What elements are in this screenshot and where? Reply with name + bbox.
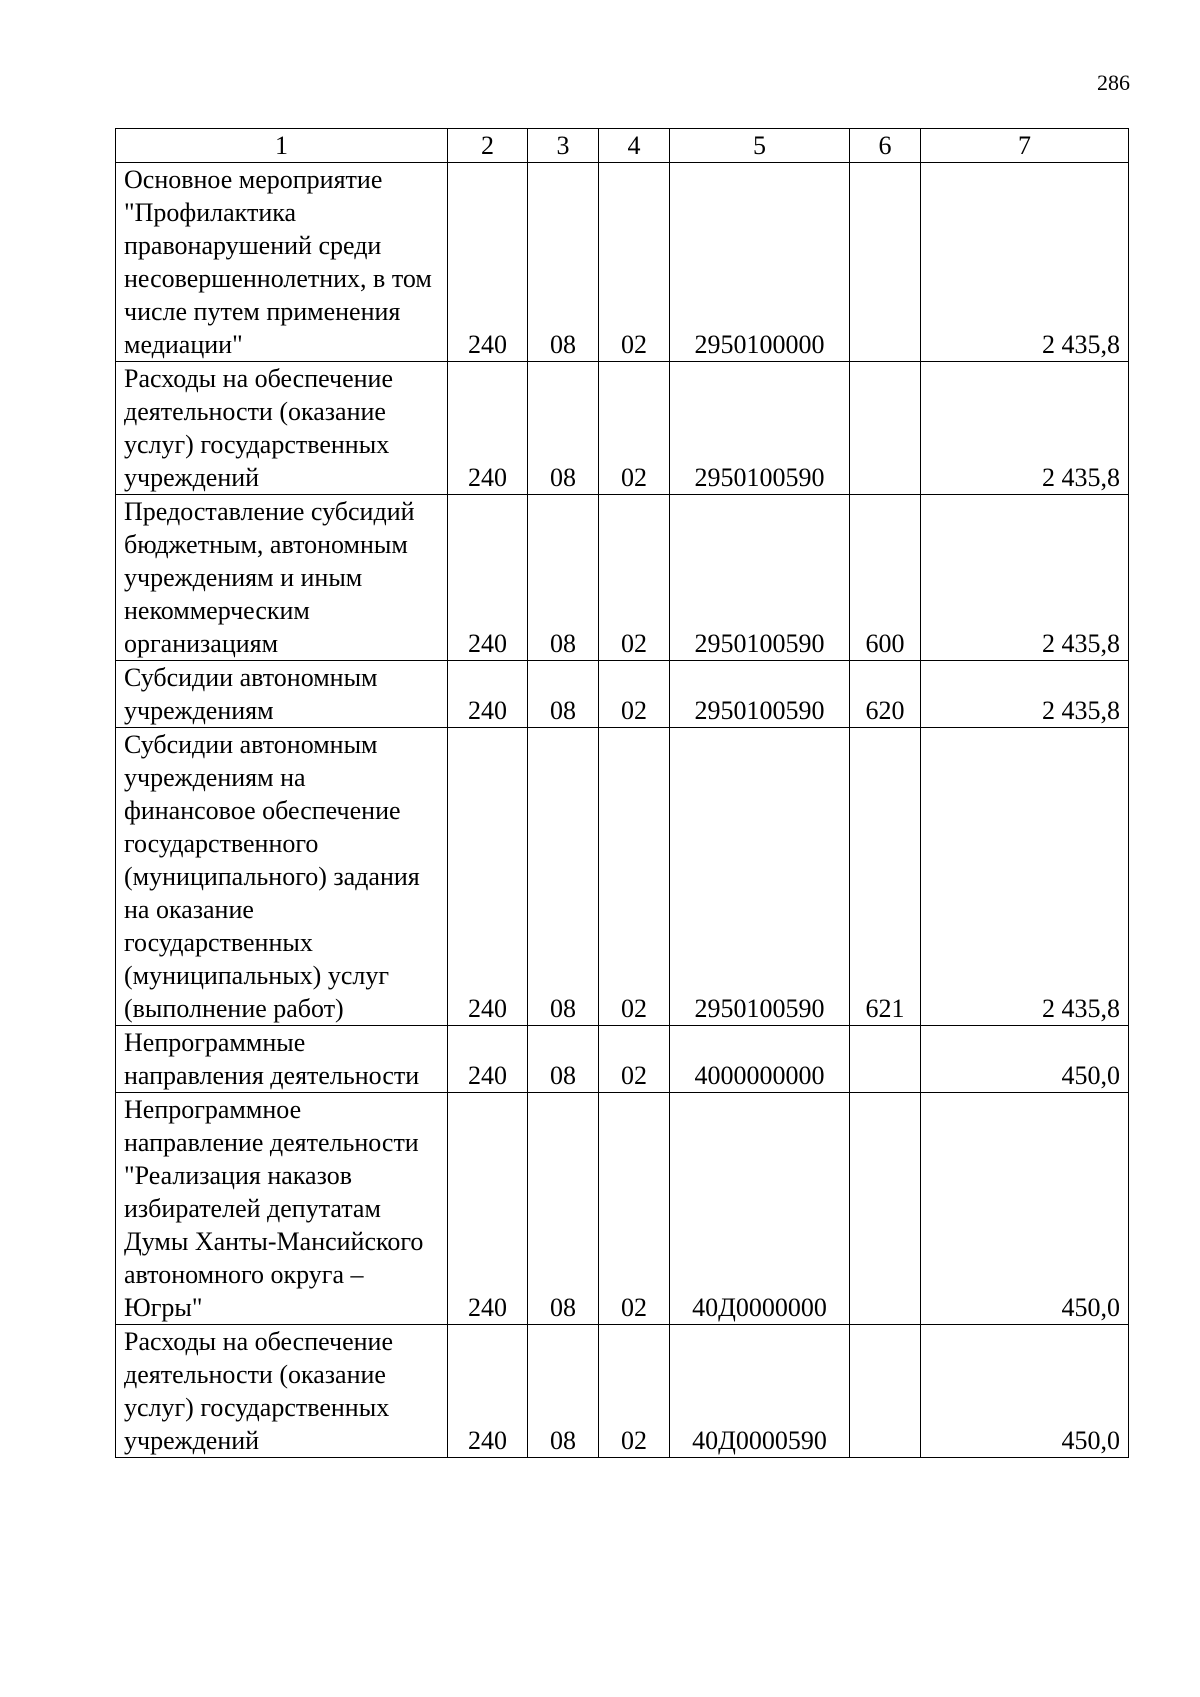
table-row	[116, 661, 1129, 728]
row-amount: 2 435,8	[921, 661, 1129, 728]
column-header-4: 4	[599, 129, 670, 163]
table-row	[116, 1325, 1129, 1458]
row-name: Предоставление субсидий бюджетным, автономным учреждениям и иным некоммерческим организациям	[116, 495, 448, 661]
row-amount: 2 435,8	[921, 728, 1129, 1026]
row-col-2: 240	[448, 1093, 528, 1325]
table-row	[116, 362, 1129, 495]
table-row	[116, 163, 1129, 362]
column-header-1: 1	[116, 129, 448, 163]
row-col-3: 08	[528, 1026, 599, 1093]
row-col-6	[850, 362, 921, 495]
budget-table	[115, 128, 1129, 1458]
row-col-2: 240	[448, 495, 528, 661]
row-col-6: 620	[850, 661, 921, 728]
row-col-2: 240	[448, 1325, 528, 1458]
row-col-3: 08	[528, 163, 599, 362]
row-col-5: 40Д0000000	[670, 1093, 850, 1325]
row-name: Непрограммные направления деятельности	[116, 1026, 448, 1093]
row-col-5: 4000000000	[670, 1026, 850, 1093]
row-col-6	[850, 1093, 921, 1325]
row-amount: 450,0	[921, 1325, 1129, 1458]
column-header-3: 3	[528, 129, 599, 163]
row-col-2: 240	[448, 1026, 528, 1093]
row-col-3: 08	[528, 661, 599, 728]
page-number: 286	[1097, 70, 1130, 95]
row-amount: 2 435,8	[921, 163, 1129, 362]
row-col-3: 08	[528, 1325, 599, 1458]
column-header-6: 6	[850, 129, 921, 163]
row-col-3: 08	[528, 728, 599, 1026]
row-col-5: 2950100590	[670, 362, 850, 495]
row-col-4: 02	[599, 1325, 670, 1458]
row-col-5: 40Д0000590	[670, 1325, 850, 1458]
row-col-6	[850, 1026, 921, 1093]
row-col-4: 02	[599, 1093, 670, 1325]
row-name: Расходы на обеспечение деятельности (оказание услуг) государственных учреждений	[116, 362, 448, 495]
row-col-5: 2950100590	[670, 661, 850, 728]
table-row	[116, 1093, 1129, 1325]
row-amount: 2 435,8	[921, 362, 1129, 495]
row-col-4: 02	[599, 163, 670, 362]
column-header-2: 2	[448, 129, 528, 163]
row-amount: 2 435,8	[921, 495, 1129, 661]
row-col-2: 240	[448, 661, 528, 728]
column-header-5: 5	[670, 129, 850, 163]
table-row	[116, 728, 1129, 1026]
row-col-4: 02	[599, 362, 670, 495]
row-col-4: 02	[599, 661, 670, 728]
row-name: Основное мероприятие "Профилактика правонарушений среди несовершеннолетних, в том числе путем применения медиации"	[116, 163, 448, 362]
row-col-6: 600	[850, 495, 921, 661]
table-row	[116, 1026, 1129, 1093]
row-col-2: 240	[448, 362, 528, 495]
row-col-3: 08	[528, 1093, 599, 1325]
row-col-6	[850, 1325, 921, 1458]
row-name: Субсидии автономным учреждениям	[116, 661, 448, 728]
row-col-3: 08	[528, 495, 599, 661]
column-header-7: 7	[921, 129, 1129, 163]
row-col-2: 240	[448, 728, 528, 1026]
row-amount: 450,0	[921, 1093, 1129, 1325]
row-col-6	[850, 163, 921, 362]
row-col-4: 02	[599, 1026, 670, 1093]
header-row	[116, 129, 1129, 163]
row-amount: 450,0	[921, 1026, 1129, 1093]
row-col-5: 2950100590	[670, 728, 850, 1026]
row-col-5: 2950100000	[670, 163, 850, 362]
row-name: Субсидии автономным учреждениям на финансовое обеспечение государственного (муниципального) задания на оказание государственных (муниципальных) услуг (выполнение работ)	[116, 728, 448, 1026]
row-col-2: 240	[448, 163, 528, 362]
row-col-6: 621	[850, 728, 921, 1026]
row-col-5: 2950100590	[670, 495, 850, 661]
row-col-3: 08	[528, 362, 599, 495]
table-row	[116, 495, 1129, 661]
row-name: Непрограммное направление деятельности "Реализация наказов избирателей депутатам Думы Ханты-Мансийского автономного округа – Югры"	[116, 1093, 448, 1325]
row-name: Расходы на обеспечение деятельности (оказание услуг) государственных учреждений	[116, 1325, 448, 1458]
row-col-4: 02	[599, 728, 670, 1026]
row-col-4: 02	[599, 495, 670, 661]
